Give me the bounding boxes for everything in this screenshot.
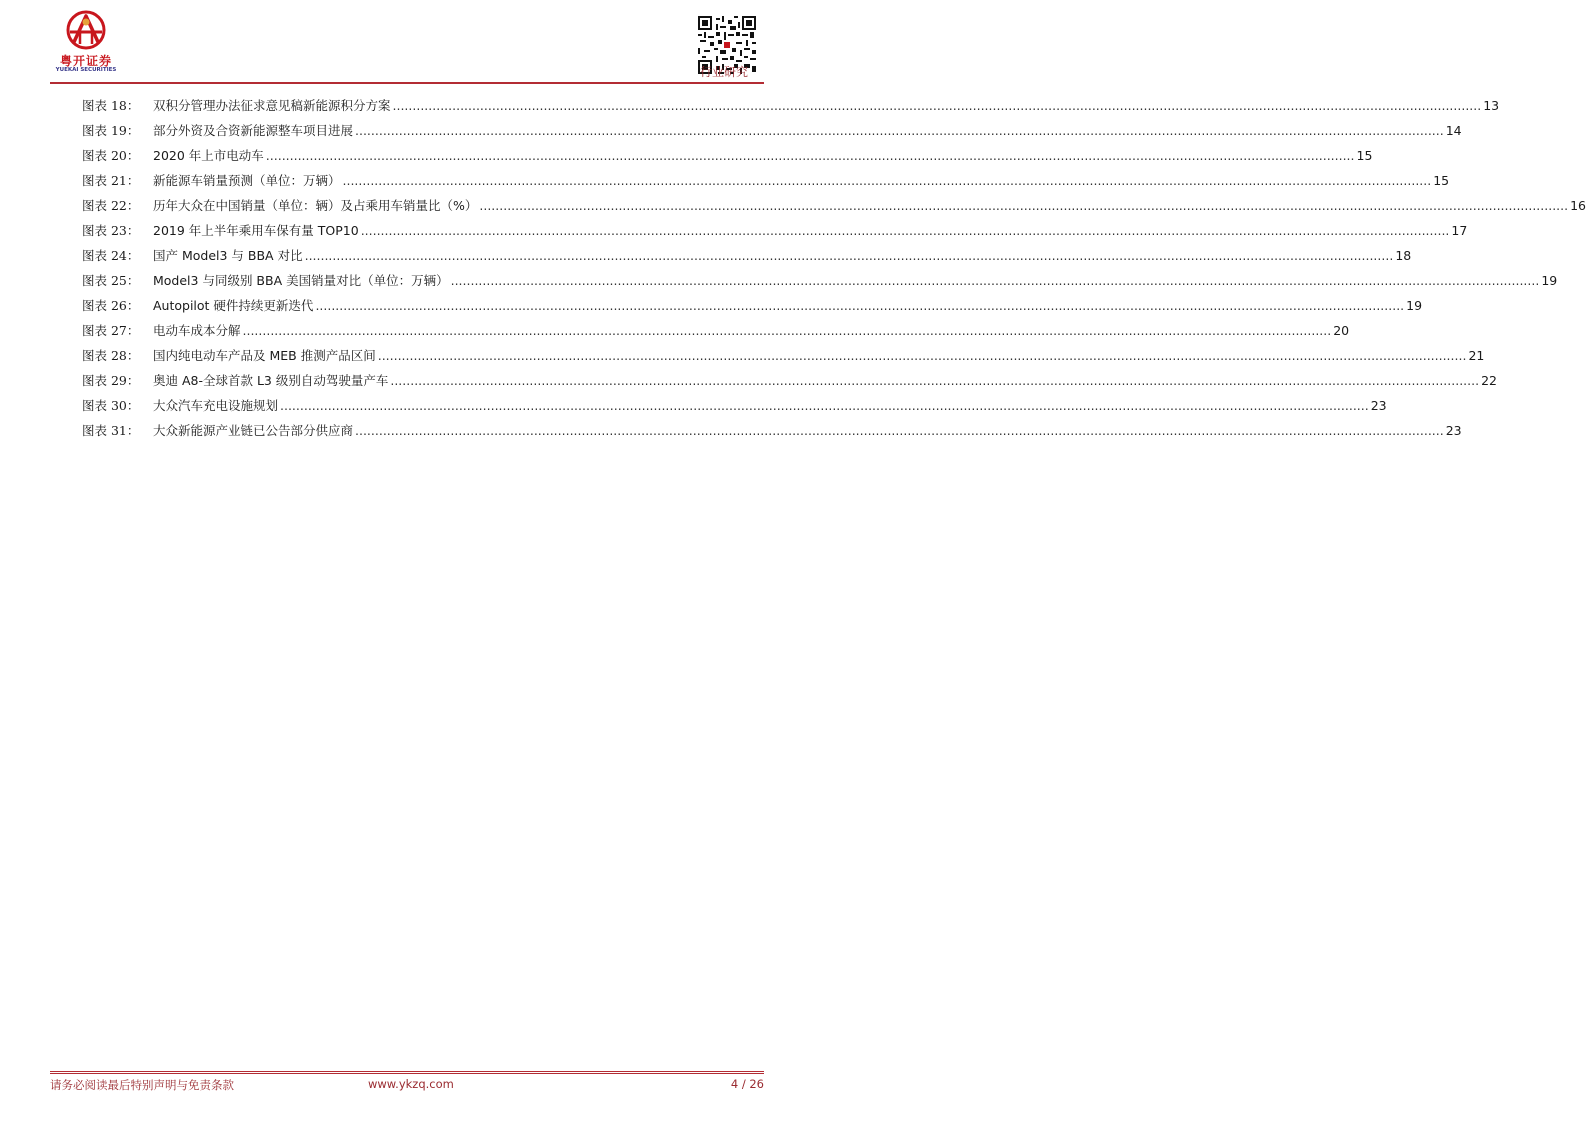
toc-dot-leader (305, 243, 1394, 268)
toc-page-number: 13 (1483, 98, 1500, 113)
toc-row[interactable] (82, 393, 1387, 418)
toc-page-number: 15 (1433, 173, 1450, 188)
toc-dot-leader (393, 93, 1482, 118)
toc-figure-label: 图表 23： (82, 223, 140, 238)
toc-row[interactable] (82, 118, 1462, 143)
toc-dot-leader (355, 118, 1444, 143)
toc-page-number: 17 (1451, 223, 1468, 238)
toc-row[interactable] (82, 168, 1450, 193)
toc-dot-leader (280, 393, 1369, 418)
toc-figure-label: 图表 26： (82, 298, 140, 313)
toc-dot-leader (361, 218, 1450, 243)
toc-page-number: 20 (1333, 323, 1350, 338)
toc-figure-title: 电动车成本分解 (153, 323, 241, 338)
toc-figure-title: 部分外资及合资新能源整车项目进展 (153, 123, 354, 138)
toc-row[interactable] (82, 293, 1423, 318)
toc-figure-label: 图表 28： (82, 348, 140, 363)
toc-page-number: 15 (1356, 148, 1373, 163)
toc-figure-label: 图表 18： (82, 98, 140, 113)
toc-figure-title: 国内纯电动车产品及 MEB 推测产品区间 (153, 348, 376, 363)
header-divider (50, 82, 764, 84)
toc-figure-title: 大众汽车充电设施规划 (153, 398, 279, 413)
logo-emblem-icon (50, 10, 122, 54)
toc-dot-leader (343, 168, 1432, 193)
toc-figure-title: 双积分管理办法征求意见稿新能源积分方案 (153, 98, 391, 113)
toc-figure-title: 历年大众在中国销量（单位：辆）及占乘用车销量比（%） (153, 198, 478, 213)
page-footer (50, 1077, 764, 1093)
toc-row[interactable] (82, 143, 1373, 168)
page-number: 4 / 26 (730, 1077, 764, 1091)
toc-page-number: 23 (1445, 423, 1462, 438)
toc-figure-title: 2020 年上市电动车 (153, 148, 264, 163)
toc-dot-leader (390, 368, 1479, 393)
toc-figure-title: 国产 Model3 与 BBA 对比 (153, 248, 303, 263)
toc-row[interactable] (82, 318, 1350, 343)
toc-figure-label: 图表 25： (82, 273, 140, 288)
toc-figure-label: 图表 21： (82, 173, 140, 188)
report-category: 行业研究 (699, 65, 748, 79)
toc-dot-leader (451, 268, 1540, 293)
toc-figure-label: 图表 27： (82, 323, 140, 338)
toc-page-number: 23 (1370, 398, 1387, 413)
figure-index-list (82, 93, 1586, 443)
toc-row[interactable] (82, 418, 1462, 443)
toc-page-number: 16 (1570, 198, 1586, 213)
toc-figure-label: 图表 22： (82, 198, 140, 213)
toc-figure-label: 图表 19： (82, 123, 140, 138)
page-header (0, 0, 800, 92)
toc-dot-leader (315, 293, 1404, 318)
toc-page-number: 18 (1395, 248, 1412, 263)
toc-figure-label: 图表 30： (82, 398, 140, 413)
toc-figure-label: 图表 31： (82, 423, 140, 438)
toc-page-number: 21 (1468, 348, 1485, 363)
toc-figure-label: 图表 20： (82, 148, 140, 163)
toc-row[interactable] (82, 193, 1586, 218)
toc-row[interactable] (82, 343, 1485, 368)
toc-figure-label: 图表 24： (82, 248, 140, 263)
logo-english-name: YUEKAI SECURITIES (55, 67, 117, 73)
logo-chinese-name: 粤开证券 (59, 54, 112, 68)
toc-dot-leader (378, 343, 1467, 368)
toc-row[interactable] (82, 268, 1558, 293)
toc-figure-label: 图表 29： (82, 373, 140, 388)
toc-figure-title: 新能源车销量预测（单位：万辆） (153, 173, 341, 188)
toc-figure-title: 大众新能源产业链已公告部分供应商 (153, 423, 354, 438)
toc-row[interactable] (82, 93, 1500, 118)
footer-website-link[interactable]: www.ykzq.com (368, 1077, 454, 1091)
toc-row[interactable] (82, 218, 1468, 243)
toc-row[interactable] (82, 368, 1497, 393)
toc-figure-title: 奥迪 A8-全球首款 L3 级别自动驾驶量产车 (153, 373, 389, 388)
toc-row[interactable] (82, 243, 1412, 268)
toc-figure-title: Model3 与同级别 BBA 美国销量对比（单位：万辆） (153, 273, 449, 288)
toc-page-number: 19 (1406, 298, 1423, 313)
footer-disclaimer: 请务必阅读最后特别声明与免责条款 (50, 1078, 234, 1092)
toc-figure-title: Autopilot 硬件持续更新迭代 (153, 298, 314, 313)
toc-dot-leader (266, 143, 1355, 168)
toc-page-number: 22 (1481, 373, 1497, 388)
toc-dot-leader (355, 418, 1444, 443)
toc-figure-title: 2019 年上半年乘用车保有量 TOP10 (153, 223, 359, 238)
toc-dot-leader (243, 318, 1332, 343)
footer-divider (50, 1071, 764, 1074)
toc-dot-leader (479, 193, 1568, 218)
toc-page-number: 14 (1445, 123, 1462, 138)
toc-page-number: 19 (1541, 273, 1558, 288)
